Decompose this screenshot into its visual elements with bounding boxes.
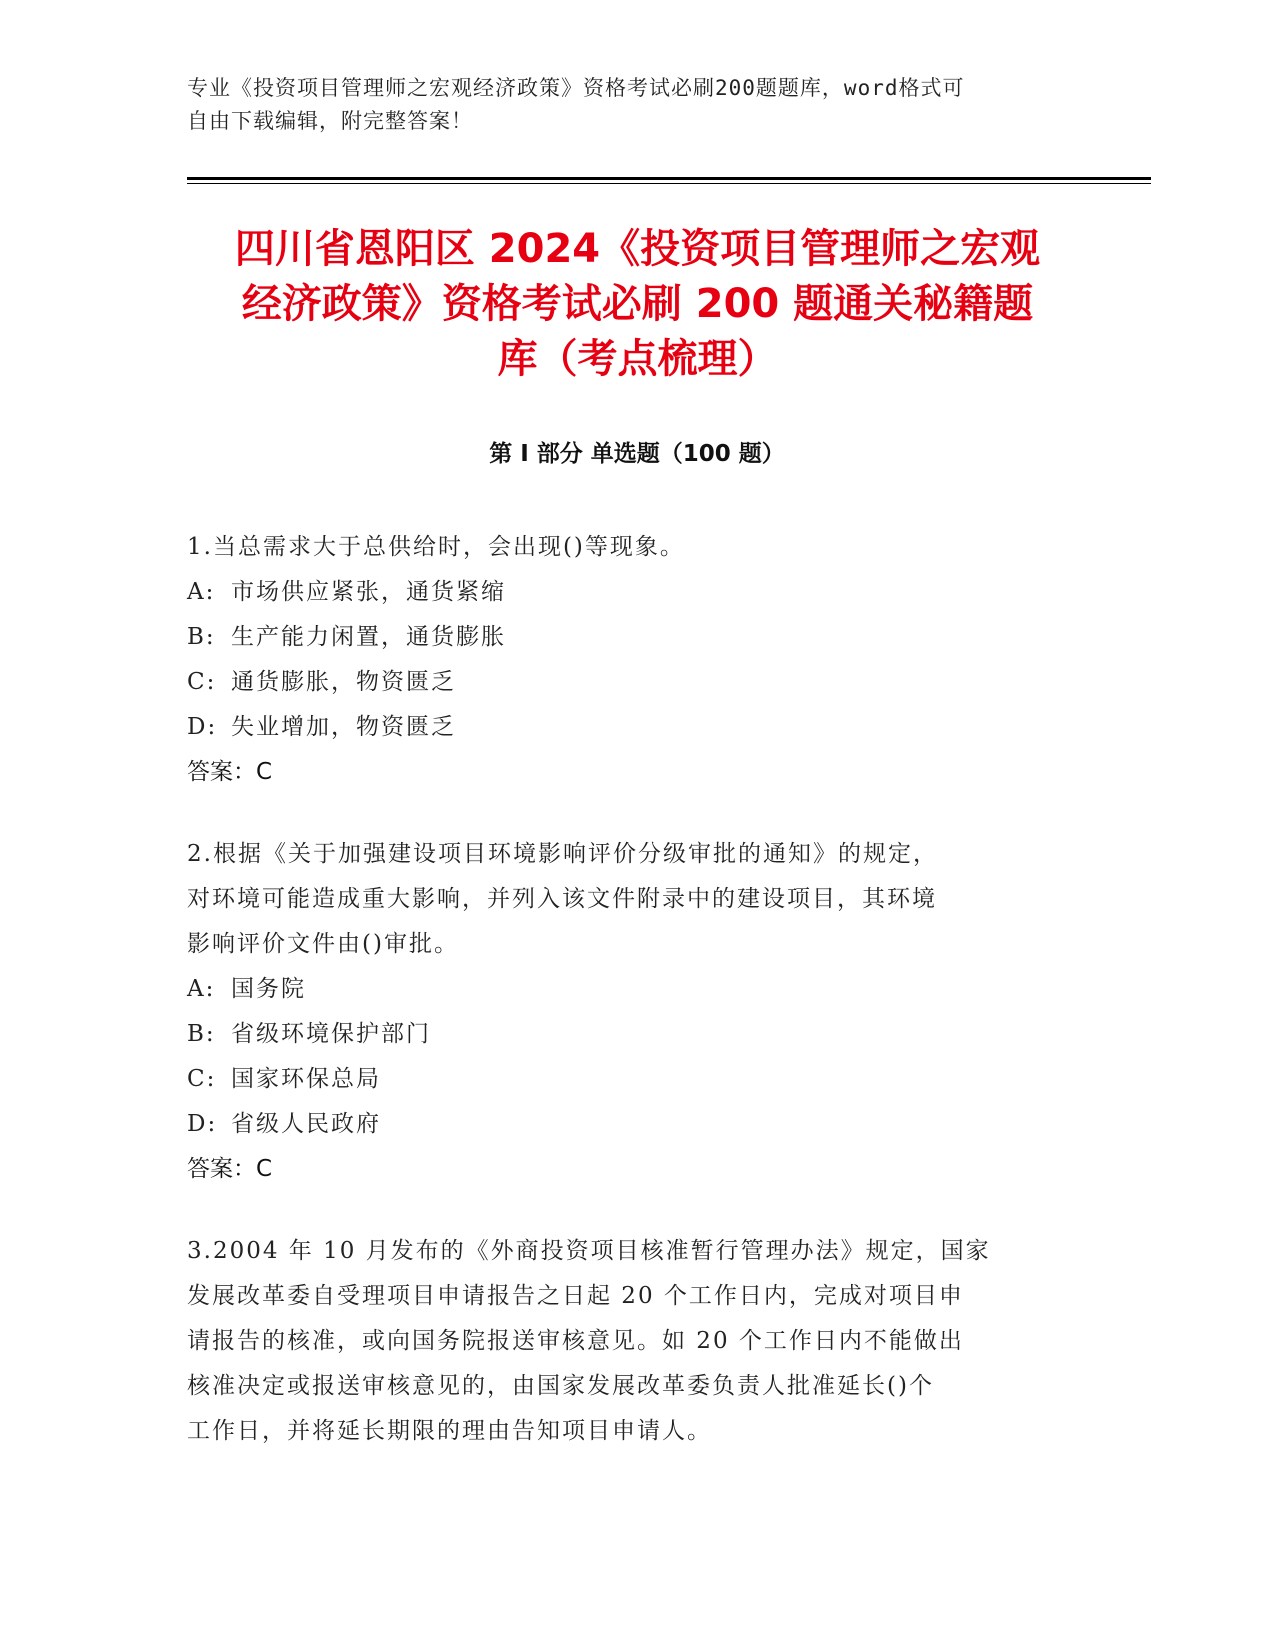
option-key: C: — [187, 1066, 217, 1092]
question-stem: 发展改革委自受理项目申请报告之日起 20 个工作日内，完成对项目申 — [187, 1283, 964, 1309]
option-key: D: — [187, 714, 218, 740]
question-stem: 请报告的核准，或向国务院报送审核意见。如 20 个工作日内不能做出 — [187, 1328, 964, 1354]
answer-label: 答案：C — [187, 1156, 273, 1182]
option-text: 国家环保总局 — [231, 1066, 381, 1092]
option-d — [187, 705, 1087, 750]
header-note-line: 专业《投资项目管理师之宏观经济政策》资格考试必刷200题题库，word格式可 — [187, 76, 965, 100]
option-key: A: — [187, 579, 216, 605]
option-text: 市场供应紧张，通货紧缩 — [231, 579, 506, 605]
header-note — [187, 72, 1067, 138]
question-stem: 3.2004 年 10 月发布的《外商投资项目核准暂行管理办法》规定，国家 — [187, 1238, 991, 1264]
option-d — [187, 1102, 1087, 1147]
question-1 — [187, 525, 1087, 795]
document-title-line: 四川省恩阳区 2024《投资项目管理师之宏观 — [234, 226, 1041, 272]
option-key: A: — [187, 976, 216, 1002]
header-note-line: 自由下载编辑，附完整答案！ — [187, 109, 473, 133]
document-title-line: 经济政策》资格考试必刷 200 题通关秘籍题 — [241, 281, 1034, 327]
question-stem: 工作日，并将延长期限的理由告知项目申请人。 — [187, 1418, 712, 1444]
header-divider-thin — [187, 183, 1151, 184]
option-a — [187, 570, 1087, 615]
option-text: 生产能力闲置，通货膨胀 — [231, 624, 506, 650]
option-c — [187, 660, 1087, 705]
answer-label: 答案：C — [187, 759, 273, 785]
option-a — [187, 967, 1087, 1012]
document-title-line: 库（考点梳理） — [497, 336, 778, 382]
option-b — [187, 1012, 1087, 1057]
option-text: 失业增加，物资匮乏 — [231, 714, 456, 740]
option-text: 国务院 — [231, 976, 306, 1002]
question-stem: 1.当总需求大于总供给时，会出现()等现象。 — [187, 534, 685, 560]
option-key: B: — [187, 1021, 216, 1047]
section-title: 第 I 部分 单选题（100 题） — [489, 441, 785, 467]
header-divider-thick — [187, 177, 1151, 180]
question-list — [187, 525, 1087, 1491]
question-2 — [187, 832, 1087, 1192]
option-text: 通货膨胀，物资匮乏 — [231, 669, 456, 695]
option-key: C: — [187, 669, 217, 695]
question-3 — [187, 1229, 1087, 1454]
option-c — [187, 1057, 1087, 1102]
option-b — [187, 615, 1087, 660]
option-text: 省级人民政府 — [231, 1111, 381, 1137]
question-stem: 核准决定或报送审核意见的，由国家发展改革委负责人批准延长()个 — [187, 1373, 934, 1399]
document-title — [160, 222, 1115, 387]
question-stem: 对环境可能造成重大影响，并列入该文件附录中的建设项目，其环境 — [187, 886, 937, 912]
question-stem: 影响评价文件由()审批。 — [187, 931, 459, 957]
question-stem: 2.根据《关于加强建设项目环境影响评价分级审批的通知》的规定， — [187, 841, 938, 867]
option-key: D: — [187, 1111, 218, 1137]
option-key: B: — [187, 624, 216, 650]
option-text: 省级环境保护部门 — [231, 1021, 431, 1047]
